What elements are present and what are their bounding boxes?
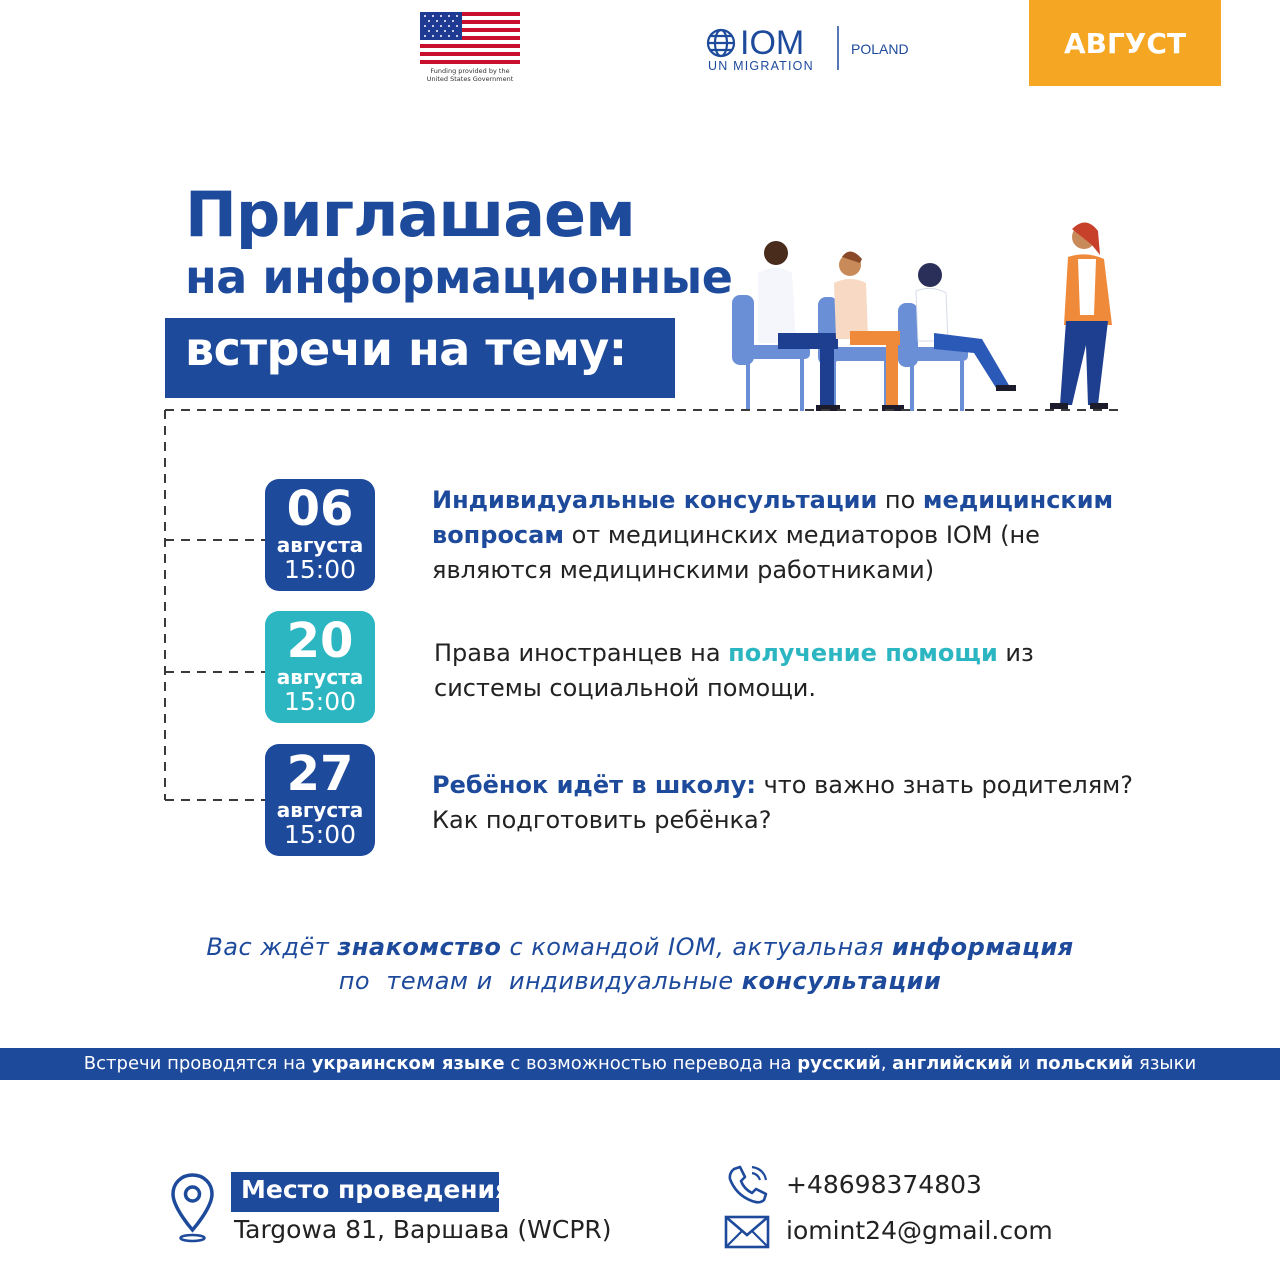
title-line2: на информационные [185,250,733,304]
logo-main: IOM [740,24,805,62]
event-text: из системы социальной помощи. [434,639,1034,702]
date-badge-3 [265,744,375,856]
month-badge: АВГУСТ [1029,0,1221,86]
invite-bold: информация [891,933,1074,961]
flag-caption-line2: United States Government [426,75,514,83]
meeting-illustration [720,215,1130,415]
banner-bold: украинском языке [311,1053,505,1074]
invite-text: с командой IOM, актуальная [501,933,892,961]
badge-day: 06 [286,481,354,537]
banner-bold: польский [1035,1053,1134,1074]
phone-icon [726,1163,770,1205]
banner-text: языки [1133,1053,1197,1074]
flag-caption [410,67,530,83]
badge-day: 27 [286,746,354,802]
banner-text: , [880,1053,893,1074]
invite-bold: знакомство [337,933,502,961]
event-text: получение помощи [728,639,998,667]
phone-number[interactable]: +48698374803 [786,1170,982,1199]
badge-month: августа [276,665,364,689]
banner-bold: английский [892,1053,1013,1074]
location-pin-icon [170,1172,215,1244]
invite-bold: консультации [741,967,942,995]
invitation-line2 [140,964,1140,998]
badge-time: 15:00 [283,555,357,584]
event-text: Права иностранцев на [434,639,729,667]
event-text: что важно знать родителям? Как подготовить ребёнка? [432,771,1133,834]
badge-day: 20 [286,613,354,669]
flag-caption-line1: Funding provided by the [430,67,510,75]
banner-bold: русский [797,1053,881,1074]
event-text: от медицинских медиаторов IOM (не являются медицинскими работниками) [432,521,1040,584]
invite-text: Вас ждёт [206,933,338,961]
event-text: Ребёнок идёт в школу: [432,771,756,799]
banner-text: и [1012,1053,1036,1074]
event-text: Индивидуальные консультации [432,486,878,514]
globe-icon [708,30,734,56]
invitation-text [140,930,1140,998]
event-description-2 [434,636,1134,706]
title-line1: Приглашаем [185,178,635,251]
invitation-line1 [140,930,1140,964]
iom-logo [706,24,921,74]
banner-text: Встречи проводятся на [83,1053,312,1074]
venue-label: Место проведения: [241,1175,522,1204]
banner-text: с возможностью перевода на [504,1053,798,1074]
badge-time: 15:00 [283,687,357,716]
date-badge-2 [265,611,375,723]
person-3 [916,263,1016,391]
event-description-1 [432,483,1152,588]
event-text: медицинским вопросам [432,486,1114,549]
venue-address: Targowa 81, Варшава (WCPR) [234,1215,612,1244]
badge-month: августа [276,533,364,557]
email-address[interactable]: iomint24@gmail.com [786,1216,1053,1245]
invite-text: по темам и индивидуальные [338,967,742,995]
person-2 [834,251,904,411]
event-text: по [877,486,923,514]
email-icon [724,1215,770,1249]
logo-country: POLAND [851,41,909,57]
badge-time: 15:00 [283,820,357,849]
us-flag-icon [420,12,520,64]
person-4 [1050,222,1112,409]
date-badge-1 [265,479,375,591]
title-line3: встречи на тему: [185,322,627,376]
badge-month: августа [276,798,364,822]
logo-sub: UN MIGRATION [708,59,814,73]
event-description-3 [432,768,1152,838]
language-banner [0,1048,1280,1080]
